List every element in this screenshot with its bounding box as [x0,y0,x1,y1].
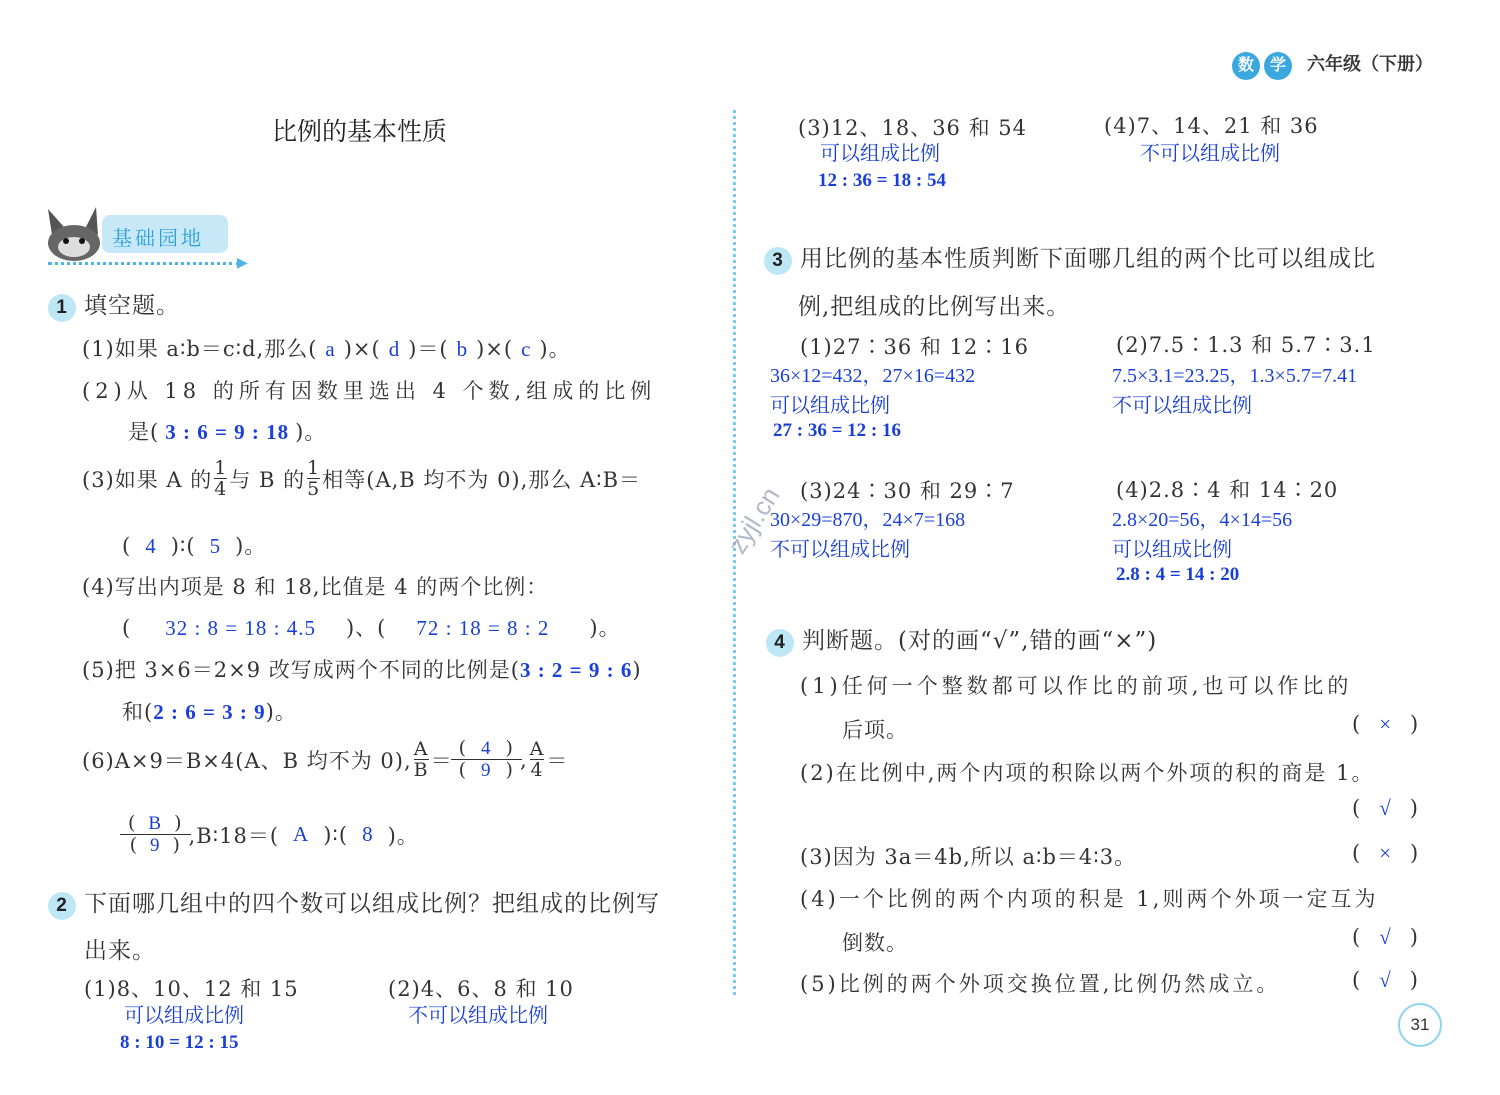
q1-part4-line2: ( 32 : 8 = 18 : 4.5 )、( 72 : 18 = 8 : 2 )。 [122,616,621,640]
q1-part4-line1: (4)写出内项是 8 和 18,比值是 4 的两个比例： [82,575,549,599]
q1-part6-line1: (6)A×9＝B×4(A、B 均不为 0), $\frac{A}{B}$ ＝ $\frac{( 4 )}{( 9 )}$ , $\frac{A}{4}$ ＝ [82,737,569,781]
q1-title: 1 填空题。 [48,287,180,322]
q4-item1-line1: (1)任何一个整数都可以作比的前项,也可以作比的 [800,674,1353,698]
q3-item1-result: 可以组成比例 [770,395,890,417]
q2-item2-label: (2)4、6、8 和 10 [388,977,574,1001]
q3-title-line2: 例,把组成的比例写出来。 [798,294,1071,320]
section-header [44,205,254,270]
fraction-one-fifth: $\frac{1}{5}$ [307,457,321,500]
subject-badge-2: 学 [1264,52,1292,80]
page-title: 比例的基本性质 [272,117,448,146]
q3-item3-result: 不可以组成比例 [770,539,910,561]
q4-title: 4 判断题。(对的画“√”,错的画“×”) [766,622,1157,657]
arrow-right-icon: ▶ [237,255,248,271]
q2-item3-label: (3)12、18、36 和 54 [798,116,1027,140]
q1-part2-line2: 是( 3 : 6 = 9 : 18 )。 [128,420,327,444]
question-number-3: 3 [764,247,792,275]
q1-part1: (1)如果 a∶b＝c∶d,那么( a )×( d )＝( b )×( c )。 [82,337,571,361]
grade-label: 六年级（下册） [1307,54,1434,74]
rabbit-mascot-icon [44,205,104,263]
q4-item1-answer: ( × ) [1352,712,1420,736]
q3-title: 3 用比例的基本性质判断下面哪几组的两个比可以组成比 [764,240,1376,275]
q3-item2-result: 不可以组成比例 [1112,395,1252,417]
q4-item5-line1: (5)比例的两个外项交换位置,比例仍然成立。 [800,972,1281,996]
section-label: 基础园地 [112,226,204,250]
q4-item2-answer: ( √ ) [1352,796,1419,820]
q3-item3-calc: 30×29=870，24×7=168 [770,509,966,531]
q4-item4-answer: ( √ ) [1352,925,1419,949]
q3-item4-label: (4)2.8∶4 和 14∶20 [1116,478,1339,502]
header [1232,50,1433,80]
fraction-answer-b-9: $\frac{( B )}{( 9 )}$ [124,813,187,856]
question-number-1: 1 [48,294,76,322]
q2-item3-result: 可以组成比例 [820,143,940,165]
question-number-4: 4 [766,629,794,657]
q3-item1-calc: 36×12=432，27×16=432 [770,365,976,387]
q4-item5-answer: ( √ ) [1352,968,1419,992]
q4-item3-answer: ( × ) [1352,841,1420,865]
q2-item4-result: 不可以组成比例 [1140,143,1280,165]
q1-part3-line2: ( 4 )∶( 5 )。 [122,534,267,558]
q1-part2-line1: (2)从 18 的所有因数里选出 4 个数,组成的比例 [82,379,657,403]
q3-item1-label: (1)27∶36 和 12∶16 [800,335,1029,359]
q3-item4-ratio: 2.8 : 4 = 14 : 20 [1116,564,1240,585]
q2-item1-ratio: 8 : 10 = 12 : 15 [120,1032,239,1053]
q3-item1-ratio: 27 : 36 = 12 : 16 [773,420,901,441]
fraction-a-over-b: $\frac{A}{B}$ [413,738,429,781]
subject-badge-1: 数 [1232,52,1260,80]
q1-part5-line2: 和(2 : 6 = 3 : 9)。 [122,700,297,724]
q2-title: 2 下面哪几组中的四个数可以组成比例？把组成的比例写 [48,885,660,920]
q4-item3-line1: (3)因为 3a＝4b,所以 a∶b＝4∶3。 [800,845,1137,869]
q1-part6-line2: $\frac{( B )}{( 9 )}$ ,B∶18＝( A )∶( 8 )。 [122,813,419,856]
page-number: 31 [1398,1003,1442,1047]
q2-item2-result: 不可以组成比例 [408,1005,548,1027]
q2-item3-ratio: 12 : 36 = 18 : 54 [818,170,946,191]
q2-title-line2: 出来。 [84,938,156,964]
q3-item3-label: (3)24∶30 和 29∶7 [800,479,1015,503]
q1-part3-line1: (3)如果 A 的 $\frac{1}{4}$ 与 B 的 $\frac{1}{5}$ 相等(A,B 均不为 0),那么 A∶B＝ [82,457,642,500]
q3-item2-label: (2)7.5∶1.3 和 5.7∶3.1 [1116,333,1376,357]
q3-item4-result: 可以组成比例 [1112,539,1232,561]
q4-item4-line1: (4)一个比例的两个内项的积是 1,则两个外项一定互为 [800,887,1379,911]
q2-item4-label: (4)7、14、21 和 36 [1104,114,1319,138]
q2-item1-result: 可以组成比例 [124,1005,244,1027]
q4-item4-line2: 倒数。 [842,931,908,955]
q3-item4-calc: 2.8×20=56，4×14=56 [1112,509,1293,531]
q3-item2-calc: 7.5×3.1=23.25，1.3×5.7=7.41 [1112,365,1358,387]
fraction-a-over-4: $\frac{A}{4}$ [529,738,545,781]
watermark: zyjl.cn [721,481,786,559]
question-number-2: 2 [48,892,76,920]
q1-part5-line1: (5)把 3×6＝2×9 改写成两个不同的比例是(3 : 2 = 9 : 6) [82,658,642,682]
fraction-answer-4-9: $\frac{( 4 )}{( 9 )}$ [455,738,518,781]
q4-item2-line1: (2)在比例中,两个内项的积除以两个外项的积的商是 1。 [800,761,1375,785]
q4-item1-line2: 后项。 [842,718,908,742]
q2-item1-label: (1)8、10、12 和 15 [84,977,299,1001]
fraction-one-quarter: $\frac{1}{4}$ [214,457,228,500]
section-underline [48,262,240,265]
